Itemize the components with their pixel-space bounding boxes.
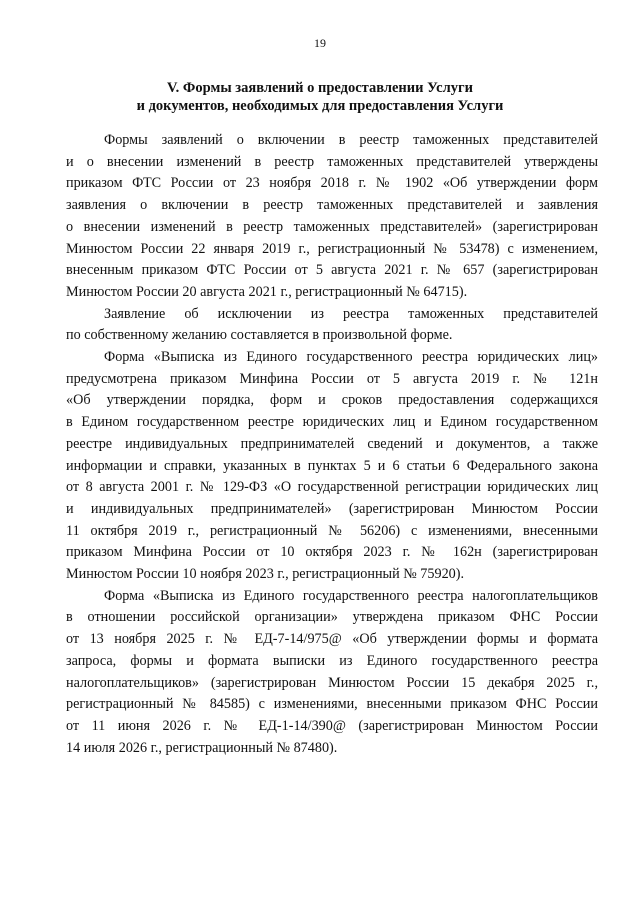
text-line: внесенным приказом ФТС России от 5 августа 2021 г. № 657 (зарегистрирован bbox=[66, 262, 598, 279]
text-line: от 13 ноября 2025 г. № ЕД-7-14/975@ «Об утверждении формы и формата bbox=[66, 631, 598, 648]
page-number: 19 bbox=[314, 36, 326, 50]
section-heading bbox=[0, 79, 640, 115]
text-line: Минюстом России 22 января 2019 г., регистрационный № 53478) с изменением, bbox=[66, 240, 598, 257]
text-line: заявления о включении в реестр таможенных представителей и заявления bbox=[66, 197, 598, 214]
text-line: «Об утверждении порядка, форм и сроков предоставления содержащихся bbox=[66, 392, 598, 409]
text-line: реестре индивидуальных предпринимателей сведений и документов, а также bbox=[66, 435, 598, 452]
text-line: информации и справки, указанных в пунктах 5 и 6 статьи 6 Федерального закона bbox=[66, 457, 598, 474]
text-line: налогоплательщиков» (зарегистрирован Минюстом России 15 декабря 2025 г., bbox=[66, 674, 598, 691]
text-line: и индивидуальных предпринимателей» (зарегистрирован Минюстом России bbox=[66, 500, 598, 517]
text-line: 11 октября 2019 г., регистрационный № 56206) с изменениями, внесенными bbox=[66, 522, 598, 539]
text-line: предусмотрена приказом Минфина России от 5 августа 2019 г. № 121н bbox=[66, 370, 598, 387]
body-text bbox=[66, 130, 598, 759]
paragraph bbox=[66, 130, 598, 304]
text-line: от 11 июня 2026 г. № ЕД-1-14/390@ (зарегистрирован Минюстом России bbox=[66, 717, 598, 734]
paragraph bbox=[66, 304, 598, 347]
paragraph bbox=[66, 586, 598, 760]
text-line: Минюстом России 10 ноября 2023 г., регистрационный № 75920). bbox=[66, 566, 465, 583]
text-line: Заявление об исключении из реестра таможенных представителей bbox=[104, 305, 598, 322]
text-line: о внесении изменений в реестр таможенных представителей» (зарегистрирован bbox=[66, 218, 598, 235]
text-line: от 8 августа 2001 г. № 129-ФЗ «О государственной регистрации юридических лиц bbox=[66, 479, 598, 496]
text-line: и о внесении изменений в реестр таможенных представителей утверждены bbox=[66, 153, 598, 170]
text-line: Форма «Выписка из Единого государственного реестра юридических лиц» bbox=[104, 349, 598, 366]
text-line: 14 июля 2026 г., регистрационный № 87480). bbox=[66, 739, 338, 756]
section-heading-line: и документов, необходимых для предоставления Услуги bbox=[136, 98, 504, 114]
text-line: Минюстом России 20 августа 2021 г., регистрационный № 64715). bbox=[66, 283, 468, 300]
paragraph bbox=[66, 347, 598, 586]
text-line: регистрационный № 84585) с изменениями, внесенными приказом ФНС России bbox=[66, 696, 598, 713]
section-heading-line: V. Формы заявлений о предоставлении Услуги bbox=[167, 80, 473, 96]
text-line: по собственному желанию составляется в произвольной форме. bbox=[66, 327, 453, 344]
text-line: в отношении российской организации» утверждена приказом ФНС России bbox=[66, 609, 598, 626]
text-line: запроса, формы и формата выписки из Единого государственного реестра bbox=[66, 652, 598, 669]
text-line: в Едином государственном реестре юридических лиц и Едином государственном bbox=[66, 414, 598, 431]
text-line: Форма «Выписка из Единого государственного реестра налогоплательщиков bbox=[104, 587, 598, 604]
text-line: приказом ФТС России от 23 ноября 2018 г. № 1902 «Об утверждении форм bbox=[66, 175, 598, 192]
text-line: Формы заявлений о включении в реестр таможенных представителей bbox=[104, 132, 598, 148]
text-line: приказом Минфина России от 10 октября 2023 г. № 162н (зарегистрирован bbox=[66, 544, 598, 561]
